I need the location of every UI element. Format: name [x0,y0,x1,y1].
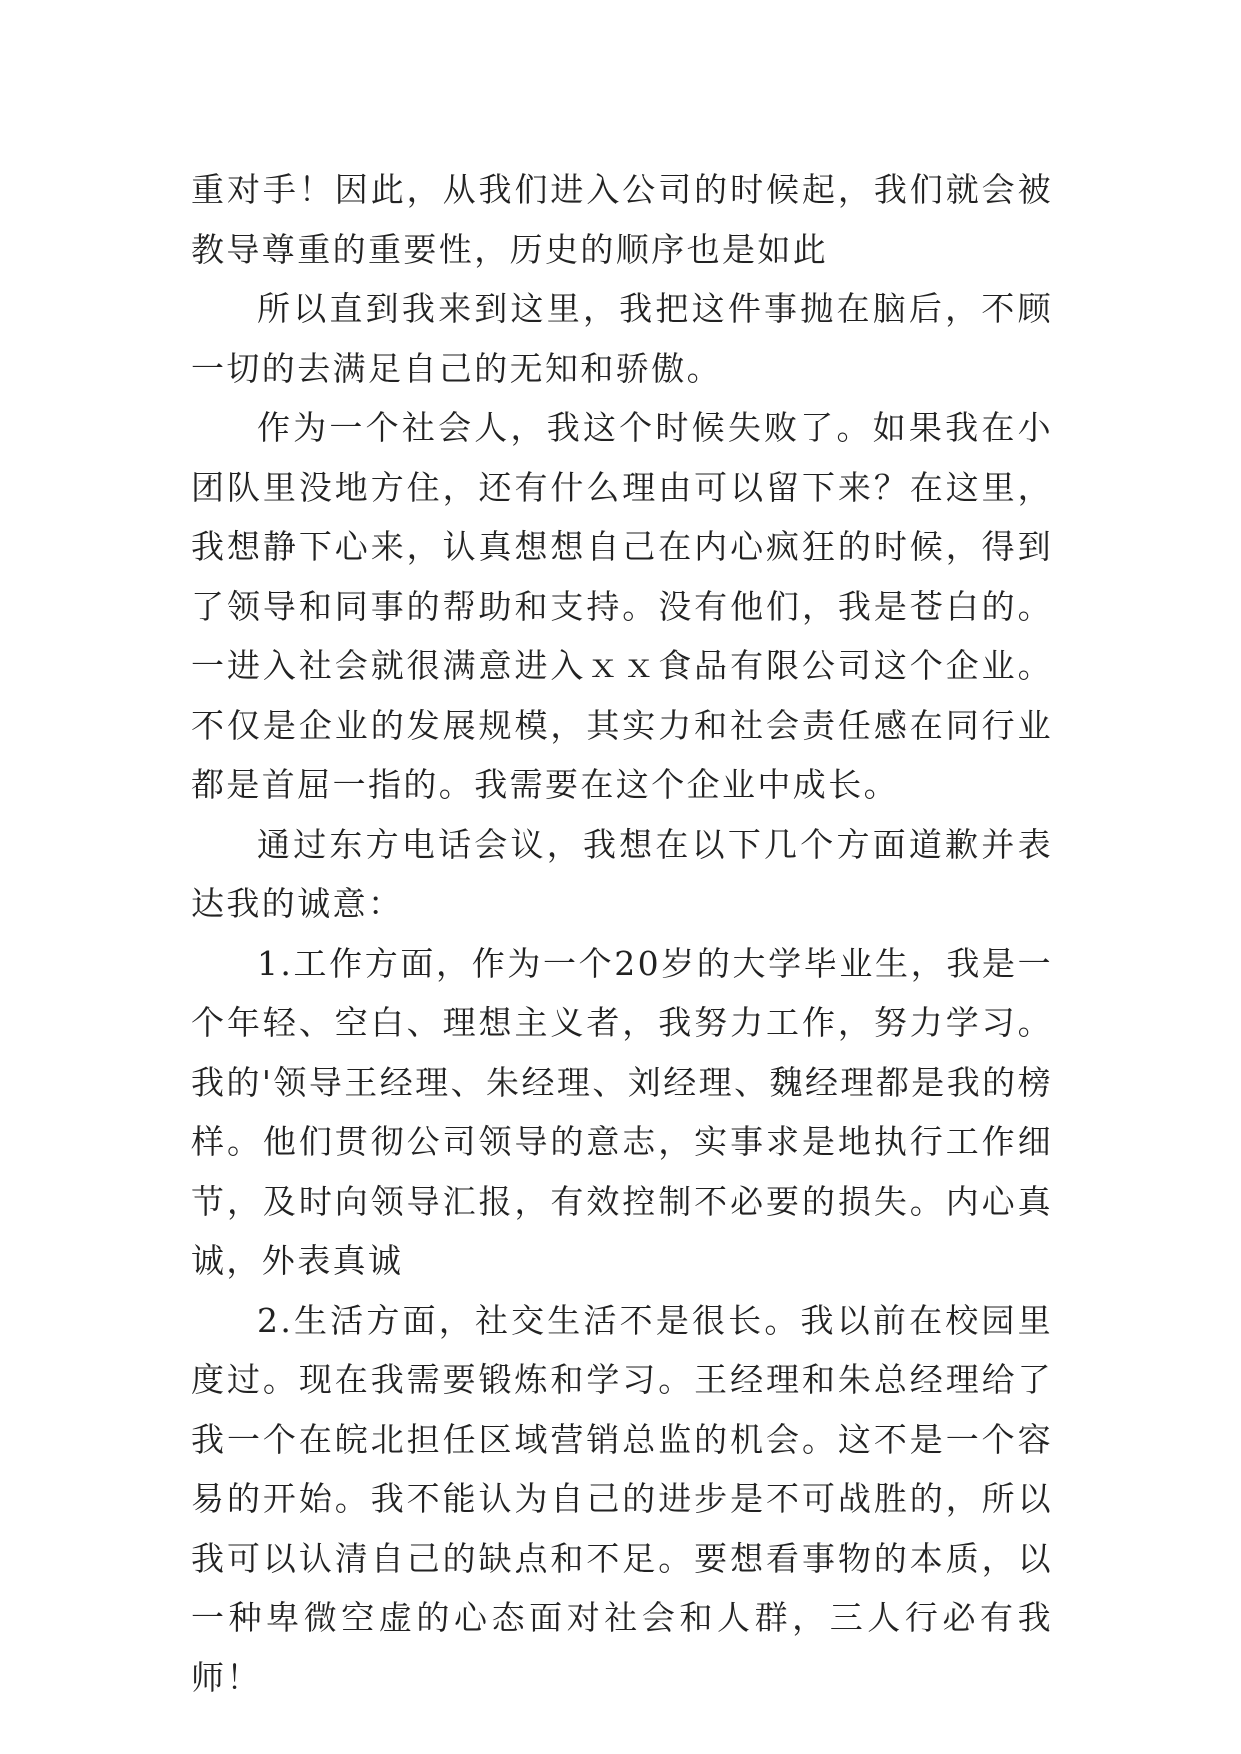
paragraph-continuation: 重对手！因此，从我们进入公司的时候起，我们就会被教导尊重的重要性，历史的顺序也是如此 [191,170,1053,269]
paragraph: 作为一个社会人，我这个时候失败了。如果我在小团队里没地方住，还有什么理由可以留下来？在这里，我想静下心来，认真想想自己在内心疯狂的时候，得到了领导和同事的帮助和支持。没有他们，我是苍白的。一进入社会就很满意进入ｘｘ食品有限公司这个企业。不仅是企业的发展规模，其实力和社会责任感在同行业都是首屈一指的。我需要在这个企业中成长。 [191,408,1053,804]
list-item-life: 2.生活方面，社交生活不是很长。我以前在校园里度过。现在我需要锻炼和学习。王经理和朱总经理给了我一个在皖北担任区域营销总监的机会。这不是一个容易的开始。我不能认为自己的进步是不可战胜的，所以我可以认清自己的缺点和不足。要想看事物的本质，以一种卑微空虚的心态面对社会和人群，三人行必有我师！ [191,1300,1053,1697]
document-body [191,160,1053,1707]
paragraph: 所以直到我来到这里，我把这件事抛在脑后，不顾一切的去满足自己的无知和骄傲。 [191,289,1053,388]
list-item-work: 1.工作方面，作为一个20岁的大学毕业生，我是一个年轻、空白、理想主义者，我努力工作，努力学习。我的'领导王经理、朱经理、刘经理、魏经理都是我的榜样。他们贯彻公司领导的意志，实事求是地执行工作细节，及时向领导汇报，有效控制不必要的损失。内心真诚，外表真诚 [191,943,1053,1280]
paragraph: 通过东方电话会议，我想在以下几个方面道歉并表达我的诚意： [191,824,1053,923]
